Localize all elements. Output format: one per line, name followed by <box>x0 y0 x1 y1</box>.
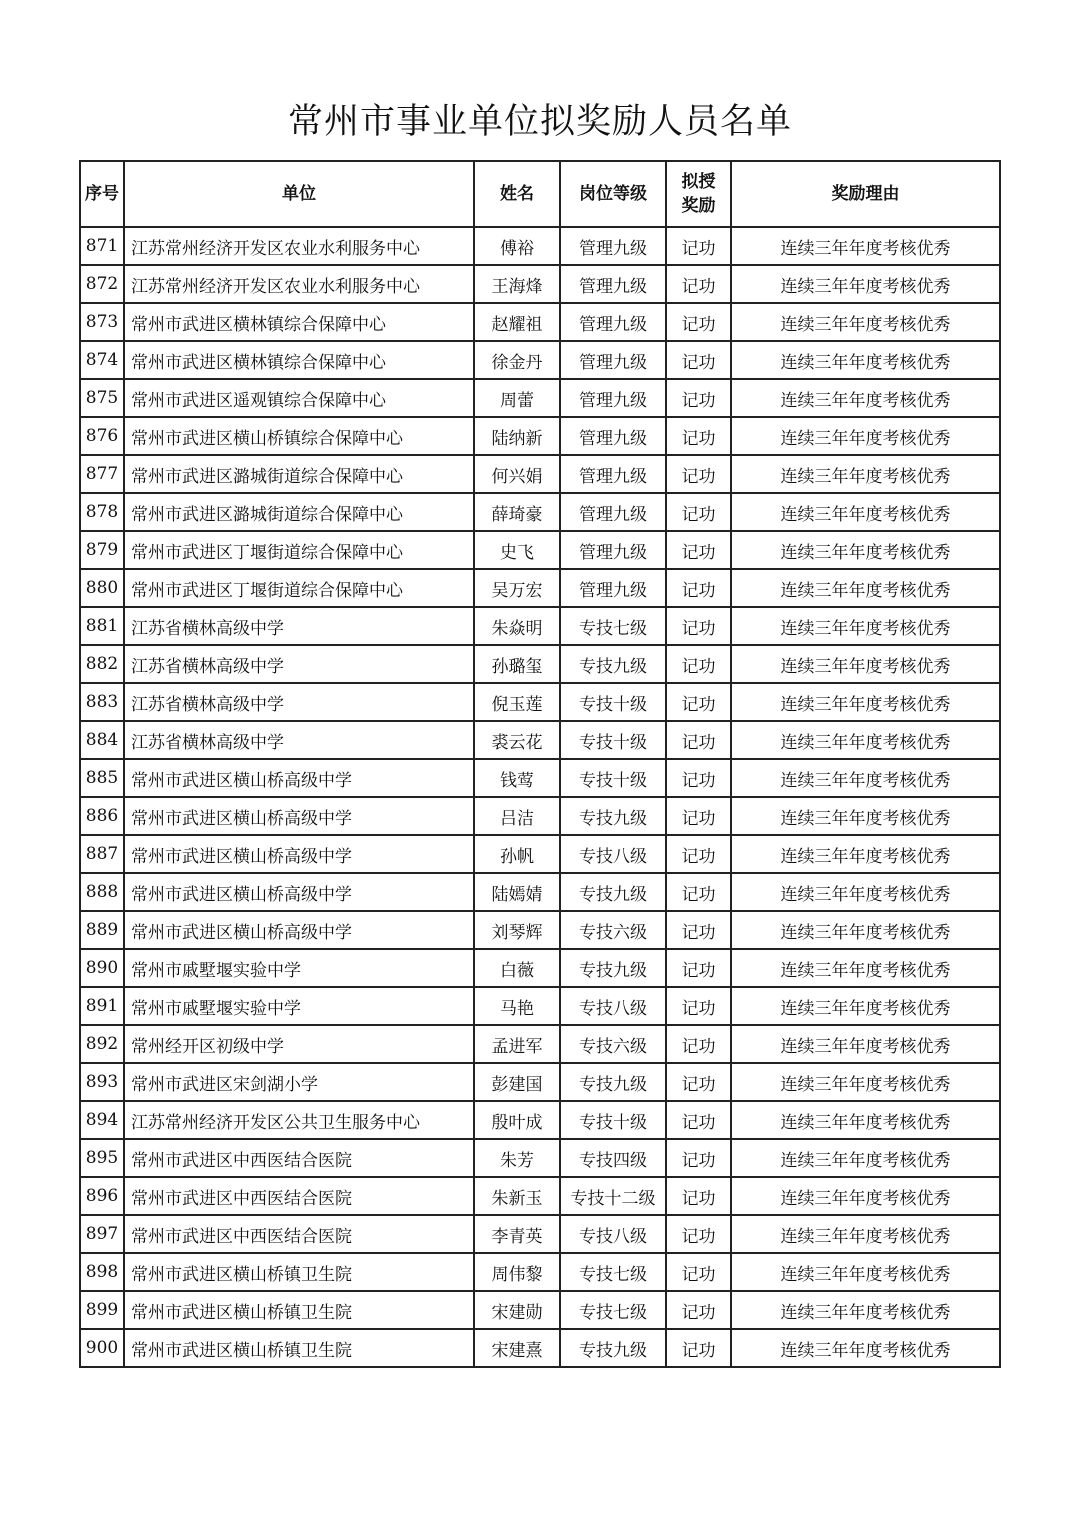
cell-name: 周伟黎 <box>474 1253 560 1291</box>
cell-grade: 专技九级 <box>560 1329 666 1367</box>
cell-index: 885 <box>80 759 124 797</box>
cell-award: 记功 <box>666 911 731 949</box>
cell-reason: 连续三年年度考核优秀 <box>731 873 1000 911</box>
cell-index: 899 <box>80 1291 124 1329</box>
cell-index: 895 <box>80 1139 124 1177</box>
cell-index: 878 <box>80 493 124 531</box>
cell-reason: 连续三年年度考核优秀 <box>731 721 1000 759</box>
cell-index: 874 <box>80 341 124 379</box>
cell-reason: 连续三年年度考核优秀 <box>731 1025 1000 1063</box>
cell-index: 886 <box>80 797 124 835</box>
cell-reason: 连续三年年度考核优秀 <box>731 227 1000 265</box>
cell-unit: 常州市武进区丁堰街道综合保障中心 <box>124 531 474 569</box>
cell-grade: 专技九级 <box>560 949 666 987</box>
cell-unit: 江苏省横林高级中学 <box>124 645 474 683</box>
cell-grade: 管理九级 <box>560 417 666 455</box>
cell-name: 徐金丹 <box>474 341 560 379</box>
cell-award: 记功 <box>666 493 731 531</box>
cell-reason: 连续三年年度考核优秀 <box>731 455 1000 493</box>
cell-award: 记功 <box>666 1101 731 1139</box>
cell-reason: 连续三年年度考核优秀 <box>731 417 1000 455</box>
cell-name: 李青英 <box>474 1215 560 1253</box>
cell-unit: 江苏常州经济开发区农业水利服务中心 <box>124 265 474 303</box>
cell-award: 记功 <box>666 455 731 493</box>
cell-unit: 常州市戚墅堰实验中学 <box>124 949 474 987</box>
cell-name: 孙帆 <box>474 835 560 873</box>
cell-index: 883 <box>80 683 124 721</box>
cell-reason: 连续三年年度考核优秀 <box>731 1291 1000 1329</box>
cell-award: 记功 <box>666 683 731 721</box>
cell-reason: 连续三年年度考核优秀 <box>731 1139 1000 1177</box>
page-title: 常州市事业单位拟奖励人员名单 <box>287 102 792 142</box>
cell-grade: 专技十级 <box>560 683 666 721</box>
cell-reason: 连续三年年度考核优秀 <box>731 683 1000 721</box>
cell-grade: 管理九级 <box>560 493 666 531</box>
cell-award: 记功 <box>666 645 731 683</box>
cell-award: 记功 <box>666 1025 731 1063</box>
cell-award: 记功 <box>666 417 731 455</box>
cell-name: 王海烽 <box>474 265 560 303</box>
table-row <box>80 1063 1000 1101</box>
cell-reason: 连续三年年度考核优秀 <box>731 531 1000 569</box>
cell-index: 877 <box>80 455 124 493</box>
cell-grade: 专技十级 <box>560 721 666 759</box>
cell-grade: 管理九级 <box>560 265 666 303</box>
table-row <box>80 265 1000 303</box>
cell-index: 894 <box>80 1101 124 1139</box>
cell-award: 记功 <box>666 873 731 911</box>
cell-award: 记功 <box>666 835 731 873</box>
table-header-row <box>80 161 1000 227</box>
cell-index: 890 <box>80 949 124 987</box>
cell-award: 记功 <box>666 1063 731 1101</box>
header-reason: 奖励理由 <box>731 161 1000 227</box>
cell-unit: 江苏常州经济开发区农业水利服务中心 <box>124 227 474 265</box>
header-name: 姓名 <box>474 161 560 227</box>
cell-reason: 连续三年年度考核优秀 <box>731 1253 1000 1291</box>
table-row <box>80 531 1000 569</box>
table-row <box>80 835 1000 873</box>
cell-unit: 常州市武进区丁堰街道综合保障中心 <box>124 569 474 607</box>
cell-award: 记功 <box>666 1215 731 1253</box>
cell-name: 白薇 <box>474 949 560 987</box>
cell-award: 记功 <box>666 303 731 341</box>
cell-name: 史飞 <box>474 531 560 569</box>
cell-award: 记功 <box>666 379 731 417</box>
cell-grade: 专技八级 <box>560 835 666 873</box>
table-row <box>80 645 1000 683</box>
cell-award: 记功 <box>666 1177 731 1215</box>
cell-grade: 管理九级 <box>560 227 666 265</box>
cell-grade: 专技七级 <box>560 607 666 645</box>
cell-index: 872 <box>80 265 124 303</box>
header-award <box>666 161 731 227</box>
cell-unit: 常州市武进区横山桥镇卫生院 <box>124 1329 474 1367</box>
cell-reason: 连续三年年度考核优秀 <box>731 341 1000 379</box>
table-row <box>80 987 1000 1025</box>
cell-award: 记功 <box>666 607 731 645</box>
cell-reason: 连续三年年度考核优秀 <box>731 645 1000 683</box>
cell-unit: 常州经开区初级中学 <box>124 1025 474 1063</box>
cell-name: 陆纳新 <box>474 417 560 455</box>
cell-award: 记功 <box>666 341 731 379</box>
table-row <box>80 303 1000 341</box>
table-row <box>80 949 1000 987</box>
cell-unit: 常州市武进区宋剑湖小学 <box>124 1063 474 1101</box>
cell-unit: 常州市武进区遥观镇综合保障中心 <box>124 379 474 417</box>
cell-award: 记功 <box>666 1329 731 1367</box>
cell-name: 殷叶成 <box>474 1101 560 1139</box>
cell-index: 873 <box>80 303 124 341</box>
cell-unit: 常州市戚墅堰实验中学 <box>124 987 474 1025</box>
cell-grade: 管理九级 <box>560 303 666 341</box>
cell-reason: 连续三年年度考核优秀 <box>731 835 1000 873</box>
cell-name: 孙璐玺 <box>474 645 560 683</box>
cell-unit: 常州市武进区潞城街道综合保障中心 <box>124 493 474 531</box>
cell-reason: 连续三年年度考核优秀 <box>731 987 1000 1025</box>
table-row <box>80 1291 1000 1329</box>
cell-grade: 专技十级 <box>560 1101 666 1139</box>
cell-unit: 常州市武进区横林镇综合保障中心 <box>124 303 474 341</box>
cell-grade: 专技八级 <box>560 987 666 1025</box>
cell-index: 891 <box>80 987 124 1025</box>
table-row <box>80 797 1000 835</box>
table-row <box>80 607 1000 645</box>
cell-name: 裘云花 <box>474 721 560 759</box>
cell-index: 889 <box>80 911 124 949</box>
cell-unit: 常州市武进区横山桥高级中学 <box>124 759 474 797</box>
cell-index: 892 <box>80 1025 124 1063</box>
table-row <box>80 455 1000 493</box>
cell-unit: 江苏省横林高级中学 <box>124 683 474 721</box>
table-row <box>80 759 1000 797</box>
cell-index: 896 <box>80 1177 124 1215</box>
cell-reason: 连续三年年度考核优秀 <box>731 569 1000 607</box>
table-row <box>80 1139 1000 1177</box>
header-grade: 岗位等级 <box>560 161 666 227</box>
cell-unit: 常州市武进区横山桥高级中学 <box>124 797 474 835</box>
cell-name: 朱焱明 <box>474 607 560 645</box>
cell-reason: 连续三年年度考核优秀 <box>731 379 1000 417</box>
cell-reason: 连续三年年度考核优秀 <box>731 949 1000 987</box>
cell-unit: 常州市武进区横山桥高级中学 <box>124 835 474 873</box>
cell-name: 孟进军 <box>474 1025 560 1063</box>
cell-reason: 连续三年年度考核优秀 <box>731 1101 1000 1139</box>
cell-name: 陆嫣婧 <box>474 873 560 911</box>
cell-unit: 常州市武进区横山桥镇卫生院 <box>124 1253 474 1291</box>
header-unit: 单位 <box>124 161 474 227</box>
header-index: 序号 <box>80 161 124 227</box>
cell-unit: 江苏常州经济开发区公共卫生服务中心 <box>124 1101 474 1139</box>
cell-unit: 江苏省横林高级中学 <box>124 721 474 759</box>
cell-award: 记功 <box>666 1139 731 1177</box>
table-row <box>80 227 1000 265</box>
cell-award: 记功 <box>666 1253 731 1291</box>
cell-reason: 连续三年年度考核优秀 <box>731 493 1000 531</box>
cell-reason: 连续三年年度考核优秀 <box>731 797 1000 835</box>
cell-grade: 专技六级 <box>560 911 666 949</box>
cell-name: 宋建勋 <box>474 1291 560 1329</box>
cell-grade: 专技九级 <box>560 873 666 911</box>
cell-name: 钱莺 <box>474 759 560 797</box>
cell-name: 吕洁 <box>474 797 560 835</box>
cell-name: 何兴娟 <box>474 455 560 493</box>
cell-index: 880 <box>80 569 124 607</box>
cell-award: 记功 <box>666 949 731 987</box>
table-row <box>80 1101 1000 1139</box>
cell-name: 朱新玉 <box>474 1177 560 1215</box>
cell-award: 记功 <box>666 759 731 797</box>
cell-index: 879 <box>80 531 124 569</box>
cell-reason: 连续三年年度考核优秀 <box>731 1329 1000 1367</box>
cell-award: 记功 <box>666 987 731 1025</box>
table-row <box>80 911 1000 949</box>
cell-name: 刘琴辉 <box>474 911 560 949</box>
cell-grade: 管理九级 <box>560 569 666 607</box>
cell-reason: 连续三年年度考核优秀 <box>731 303 1000 341</box>
cell-name: 宋建熹 <box>474 1329 560 1367</box>
table-row <box>80 379 1000 417</box>
cell-grade: 专技六级 <box>560 1025 666 1063</box>
cell-index: 898 <box>80 1253 124 1291</box>
award-roster-table <box>79 160 1001 1368</box>
cell-name: 吴万宏 <box>474 569 560 607</box>
cell-grade: 专技九级 <box>560 797 666 835</box>
table-row <box>80 1329 1000 1367</box>
cell-index: 882 <box>80 645 124 683</box>
cell-unit: 常州市武进区中西医结合医院 <box>124 1215 474 1253</box>
cell-grade: 专技七级 <box>560 1291 666 1329</box>
cell-name: 朱芳 <box>474 1139 560 1177</box>
cell-index: 888 <box>80 873 124 911</box>
cell-index: 900 <box>80 1329 124 1367</box>
cell-index: 887 <box>80 835 124 873</box>
cell-grade: 专技九级 <box>560 1063 666 1101</box>
cell-name: 傅裕 <box>474 227 560 265</box>
table-body <box>80 227 1000 1367</box>
table-row <box>80 1177 1000 1215</box>
cell-index: 881 <box>80 607 124 645</box>
table-row <box>80 569 1000 607</box>
table-row <box>80 1253 1000 1291</box>
cell-unit: 常州市武进区横山桥镇卫生院 <box>124 1291 474 1329</box>
cell-grade: 专技八级 <box>560 1215 666 1253</box>
cell-unit: 常州市武进区横山桥高级中学 <box>124 873 474 911</box>
cell-award: 记功 <box>666 1291 731 1329</box>
table-row <box>80 493 1000 531</box>
cell-award: 记功 <box>666 569 731 607</box>
cell-name: 周蕾 <box>474 379 560 417</box>
cell-name: 彭建国 <box>474 1063 560 1101</box>
cell-award: 记功 <box>666 797 731 835</box>
header-award-line1: 拟授 <box>681 172 716 192</box>
table-row <box>80 873 1000 911</box>
cell-award: 记功 <box>666 531 731 569</box>
cell-grade: 管理九级 <box>560 455 666 493</box>
cell-reason: 连续三年年度考核优秀 <box>731 607 1000 645</box>
cell-reason: 连续三年年度考核优秀 <box>731 1063 1000 1101</box>
cell-grade: 管理九级 <box>560 531 666 569</box>
cell-index: 897 <box>80 1215 124 1253</box>
cell-grade: 专技十级 <box>560 759 666 797</box>
cell-index: 871 <box>80 227 124 265</box>
table-row <box>80 417 1000 455</box>
table-row <box>80 721 1000 759</box>
cell-reason: 连续三年年度考核优秀 <box>731 1177 1000 1215</box>
cell-unit: 常州市武进区潞城街道综合保障中心 <box>124 455 474 493</box>
cell-award: 记功 <box>666 227 731 265</box>
cell-name: 倪玉莲 <box>474 683 560 721</box>
cell-index: 875 <box>80 379 124 417</box>
cell-unit: 常州市武进区横山桥高级中学 <box>124 911 474 949</box>
cell-grade: 专技九级 <box>560 645 666 683</box>
cell-grade: 专技四级 <box>560 1139 666 1177</box>
header-award-line2: 奖励 <box>681 196 716 216</box>
cell-reason: 连续三年年度考核优秀 <box>731 265 1000 303</box>
cell-reason: 连续三年年度考核优秀 <box>731 911 1000 949</box>
cell-award: 记功 <box>666 721 731 759</box>
cell-index: 884 <box>80 721 124 759</box>
cell-name: 赵耀祖 <box>474 303 560 341</box>
table-row <box>80 341 1000 379</box>
cell-name: 马艳 <box>474 987 560 1025</box>
cell-reason: 连续三年年度考核优秀 <box>731 1215 1000 1253</box>
cell-unit: 江苏省横林高级中学 <box>124 607 474 645</box>
cell-index: 876 <box>80 417 124 455</box>
table-row <box>80 683 1000 721</box>
cell-name: 薛琦豪 <box>474 493 560 531</box>
cell-unit: 常州市武进区中西医结合医院 <box>124 1177 474 1215</box>
cell-grade: 专技十二级 <box>560 1177 666 1215</box>
cell-award: 记功 <box>666 265 731 303</box>
table-row <box>80 1215 1000 1253</box>
cell-grade: 管理九级 <box>560 379 666 417</box>
cell-unit: 常州市武进区横山桥镇综合保障中心 <box>124 417 474 455</box>
cell-grade: 专技七级 <box>560 1253 666 1291</box>
cell-unit: 常州市武进区中西医结合医院 <box>124 1139 474 1177</box>
cell-unit: 常州市武进区横林镇综合保障中心 <box>124 341 474 379</box>
cell-grade: 管理九级 <box>560 341 666 379</box>
table-row <box>80 1025 1000 1063</box>
cell-index: 893 <box>80 1063 124 1101</box>
cell-reason: 连续三年年度考核优秀 <box>731 759 1000 797</box>
